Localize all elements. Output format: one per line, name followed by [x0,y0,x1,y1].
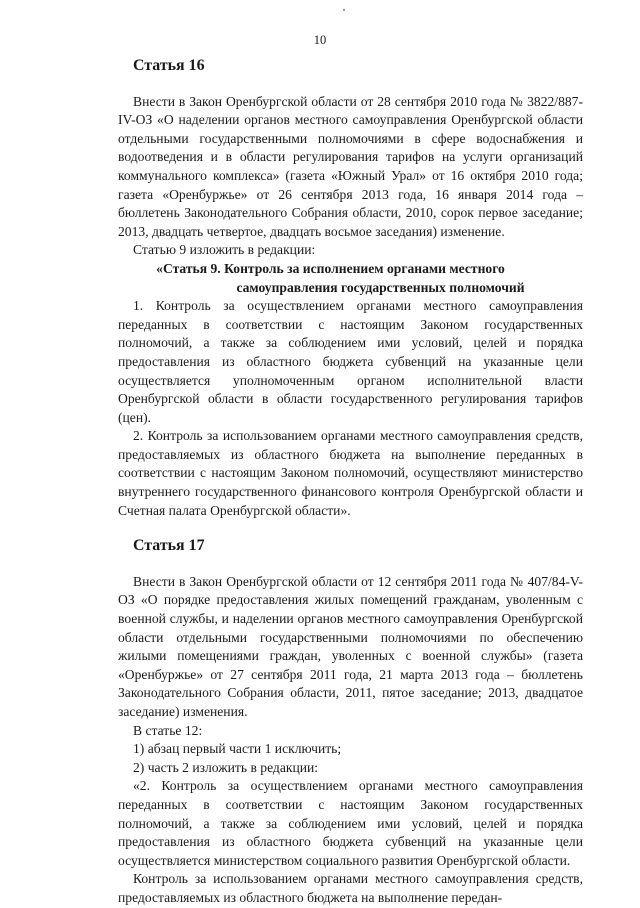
article-17-quote-2: Контроль за использованием органами местного самоуправления средств, предоставляемых из областного бюджета на выполнение передан- [118,871,583,905]
article-16-heading: Статья 16 [133,57,205,74]
document-body [118,57,583,908]
article-17 [118,537,583,907]
article-9-point-1: 1. Контроль за осуществлением органами местного самоуправления переданных в соответствии с настоящим Законом государственных полномочий, а также за соблюдением ими условий, целей и порядка предоставления из областного бюджета субвенций на указанные цели осуществляется уполномоченным органом исполнительной власти Оренбургской области в области государственного регулирования тарифов (цен). [118,298,583,425]
page-number: 10 [313,33,327,47]
article-9-title-line2: самоуправления государственных полномочий [236,279,525,295]
article-17-intro: Внести в Закон Оренбургской области от 12 сентября 2011 года № 407/84-V-ОЗ «О порядке предоставления жилых помещений гражданам, уволенным с военной службы, и наделении органов местного самоуправления Оренбургской области отдельными государственными полномочиями по обеспечению жилыми помещениями граждан, уволенных с военной службы» (газета «Оренбуржье» от 27 сентября 2011 года, 21 марта 2013 года – бюллетень Законодательного Собрания области, 2011, пятое заседание; 2013, двадцатое заседание) изменения. [118,573,583,719]
article-17-quote-1: «2. Контроль за осуществлением органами местного самоуправления переданных в соответствии с настоящим Законом государственных полномочий, а также за соблюдением ими условий, целей и порядка предоставления из областного бюджета субвенций на указанные цели осуществляется министерством социального развития Оренбургской области. [118,778,583,868]
article-17-heading: Статья 17 [133,537,205,555]
article-9-point-2: 2. Контроль за использованием органами местного самоуправления средств, предоставляемых из областного бюджета на выполнение переданных в соответствии с настоящим Законом полномочий, осуществляют министерство внутреннего государственного финансового контроля Оренбургской области и Счетная палата Оренбургской области». [118,428,583,518]
article-16-instruction: Статью 9 изложить в редакции: [133,242,316,258]
article-16 [118,57,583,520]
article-16-intro: Внести в Закон Оренбургской области от 28 сентября 2010 года № 3822/887-IV-ОЗ «О наделении органов местного самоуправления Оренбургской области отдельными государственными полномочиями в сфере водоснабжения и водоотведения и в области регулирования тарифов на услуги организаций коммунального комплекса» (газета «Южный Урал» от 16 октября 2010 года; газета «Оренбуржье» от 26 сентября 2013 года, 16 января 2014 года – бюллетень Законодательного Собрания области, 2010, сорок первое заседание; 2013, двадцать четвертое, двадцать восьмое заседания) изменение. [118,93,583,239]
article-17-item-2: 2) часть 2 изложить в редакции: [133,759,319,775]
article-17-in-article: В статье 12: [133,722,203,738]
scan-speck [343,9,345,11]
article-9-title-line1: «Статья 9. Контроль за исполнением органами местного [156,260,505,276]
article-17-item-1: 1) абзац первый части 1 исключить; [133,741,342,757]
